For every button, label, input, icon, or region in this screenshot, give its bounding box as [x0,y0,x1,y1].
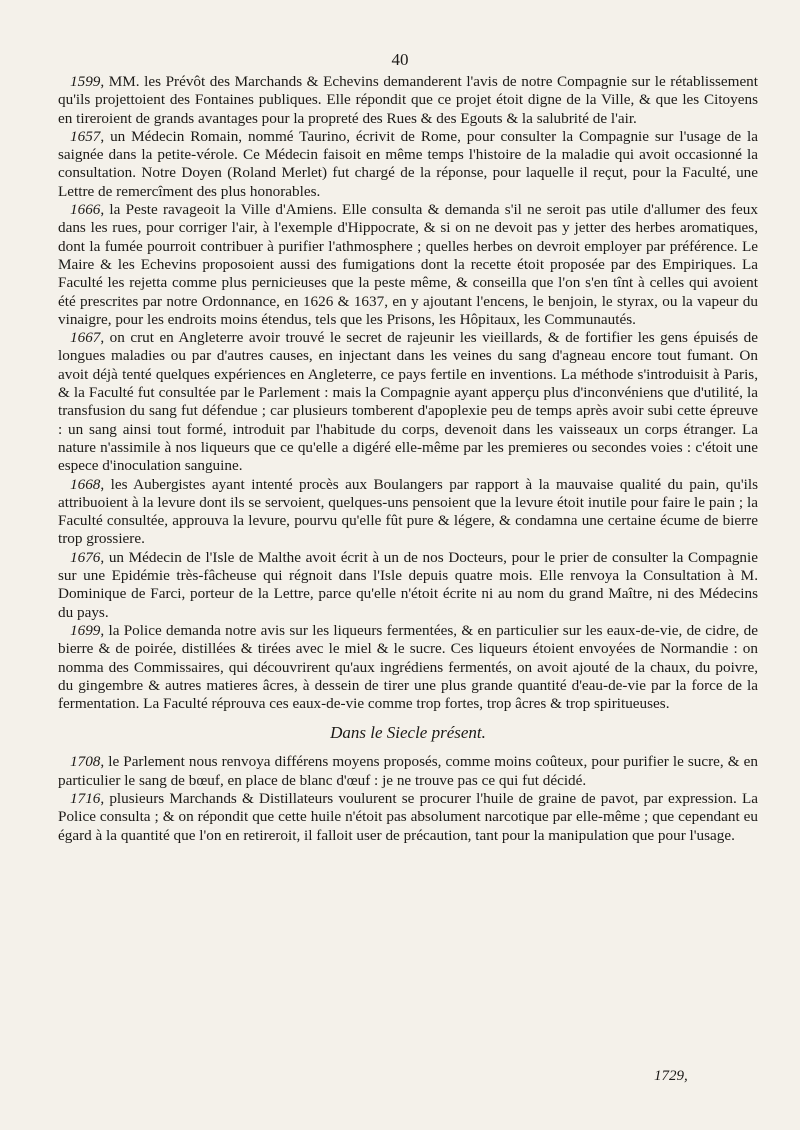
paragraph-text: , un Médecin Romain, nommé Taurino, écrivit de Rome, pour consulter la Compagnie sur l'usage de la saignée dans la petite-vérole. Ce Médecin faisoit en même temps l'histoire de la maladie qui avoit occasionné la consultation. Notre Doyen (Roland Merlet) fut chargé de la réponse, pour laquelle il reçut, pour la Faculté, une Lettre de remercîment des plus honorables. [58,127,758,200]
paragraph-text: , plusieurs Marchands & Distillateurs voulurent se procurer l'huile de graine de pavot, par expression. La Police consulta ; & on répondit que cette huile n'étoit pas absolument narcotique par elle-même ; que cependant eu égard à la quantité que l'on en retireroit, il falloit user de précaution, tant pour la manipulation que pour l'usage. [58,789,758,844]
paragraph-text: , la Peste ravageoit la Ville d'Amiens. Elle consulta & demanda s'il ne seroit pas utile d'allumer des feux dans les rues, pour corriger l'air, à l'exemple d'Hippocrate, & si on ne devoit pas y jetter des herbes aromatiques, dont la fumée pourroit contribuer à purifier l'athmosphere ; quelles herbes on devroit employer par préférence. Le Maire & les Echevins proposoient aussi des fumigations dont la recette étoit proposée par des Empiriques. La Faculté les rejetta comme plus pernicieuses que la peste même, & conseilla que l'on s'en tînt à celles qui avoient été prescrites par notre Ordonnance, en 1626 & 1637, en y ajoutant l'encens, le benjoin, le styrax, ou la vapeur du vinaigre, pour les endroits moins étendus, tels que les Prisons, les Hôpitaux, les Communautés. [58,201,758,328]
year-label: 1666 [70,201,101,219]
paragraph-1667 [58,329,758,475]
year-label: 1708 [70,753,101,771]
catchword: 1729, [654,1068,688,1084]
year-label: 1667 [70,329,101,347]
paragraph-1716 [58,790,758,845]
year-label: 1699 [70,621,101,639]
year-label: 1676 [70,548,101,566]
paragraph-1599 [58,73,758,128]
paragraph-text: , un Médecin de l'Isle de Malthe avoit écrit à un de nos Docteurs, pour le prier de consulter la Compagnie sur une Epidémie très-fâcheuse qui régnoit dans l'Isle depuis quatre mois. Elle renvoya la Consultation à M. Dominique de Farci, porteur de la Lettre, parce qu'elle n'étoit écrite ni au nom du grand Maître, ni des Médecins du pays. [58,548,758,621]
section-heading: Dans le Siecle présent. [330,723,486,743]
year-label: 1668 [70,475,101,493]
paragraph-1708 [58,753,758,790]
paragraph-text: , MM. les Prévôt des Marchands & Echevins demanderent l'avis de notre Compagnie sur le rétablissement qu'ils projettoient des Fontaines publiques. Elle répondit que ce projet étoit digne de la Ville, & que les Citoyens en tireroient de grands avantages pour la propreté des Rues & des Egouts & la salubrité de l'air. [58,73,758,127]
paragraph-text: , les Aubergistes ayant intenté procès aux Boulangers par rapport à la mauvaise qualité du pain, qu'ils attribuoient à la levure dont ils se servoient, quelques-uns pensoient que la levure étoit inutile pour faire le pain ; la Faculté consultée, approuva la levure, pourvu qu'elle fût pure & légere, & condamna une certaine écume de bierre trop grossiere. [58,475,758,548]
year-label: 1716 [70,789,101,807]
paragraph-1657 [58,128,758,201]
page-number: 40 [391,50,409,69]
paragraph-text: , le Parlement nous renvoya différens moyens proposés, comme moins coûteux, pour purifier le sucre, & en particulier le sang de bœuf, en place de blanc d'œuf : je ne trouve pas ce qui fut décidé. [58,753,758,789]
paragraph-text: , on crut en Angleterre avoir trouvé le secret de rajeunir les vieillards, & de fortifier les gens épuisés de longues maladies ou par d'autres causes, en injectant dans les veines du sang d'agneau encore tout fumant. On avoit déjà tenté quelques expériences en Angleterre, ce pays fertile en inventions. La méthode s'introduisit à Paris, & la Faculté fut consultée par le Parlement : mais la Compagnie ayant apperçu plus d'inconvéniens que d'utilité, la transfusion du sang fut défendue ; car plusieurs tomberent d'apoplexie peu de temps après avoir subi cette épreuve : un sang ainsi tout formé, introduit par l'habitude du corps, devenoit dans les vaisseaux un corps étranger. La nature n'assimile à nos liqueurs que ce qu'elle a digéré elle-même par les premieres ou secondes voies : c'étoit une espece d'inoculation sanguine. [58,329,758,475]
body-text [58,73,758,845]
paragraph-1666 [58,201,758,329]
paragraph-1668 [58,476,758,549]
year-label: 1657 [70,127,101,145]
year-label: 1599 [70,73,101,90]
paragraph-1699 [58,622,758,713]
paragraph-text: , la Police demanda notre avis sur les liqueurs fermentées, & en particulier sur les eaux-de-vie, de cidre, de bierre & de poirée, distillées & tirées avec le miel & le sucre. Ces liqueurs étoient envoyées de Normandie : on nomma des Commissaires, qui découvrirent qu'aux ingrédiens fermentés, on avoit ajouté de la chaux, du poivre, du gingembre & autres matieres âcres, à dessein de tirer une plus grande quantité d'eau-de-vie par la force de la fermentation. La Faculté réprouva ces eaux-de-vie comme trop fortes, trop âcres & trop spiritueuses. [58,621,758,713]
paragraph-1676 [58,549,758,622]
